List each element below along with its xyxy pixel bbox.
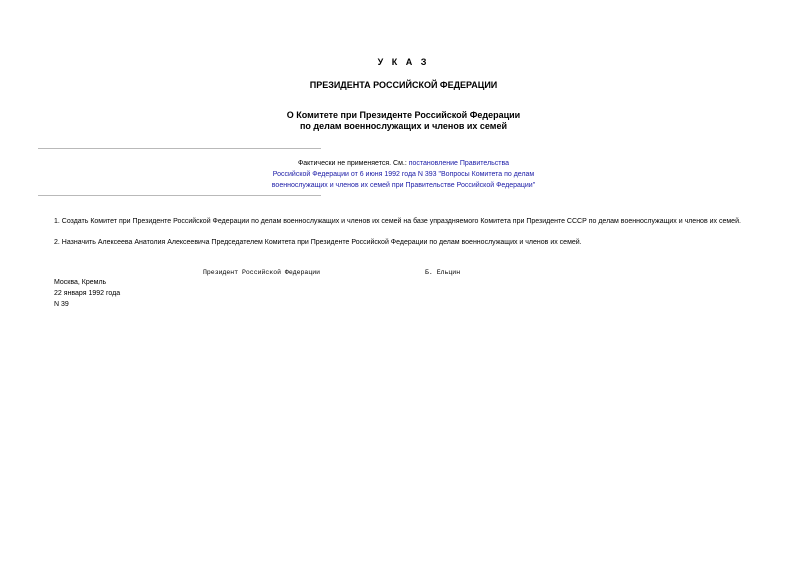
footer-place: Москва, Кремль	[54, 279, 107, 286]
status-note	[230, 158, 577, 191]
subject-line-1: О Комитете при Президенте Российской Федерации	[286, 110, 521, 120]
signature-name: Б. Ельцин	[425, 269, 461, 276]
paragraph-2: 2. Назначить Алексеева Анатолия Алексеевича Председателем Комитета при Президенте Российской Федерации по делам военнослужащих и членов их семей.	[54, 239, 582, 246]
note-line-1	[230, 158, 577, 169]
document-heading: У К А З	[377, 57, 430, 67]
document-issuer: ПРЕЗИДЕНТА РОССИЙСКОЙ ФЕДЕРАЦИИ	[309, 80, 498, 90]
note-line-3	[230, 180, 577, 191]
document-subject	[0, 110, 807, 132]
footer-date: 22 января 1992 года	[54, 290, 121, 297]
note-link-part-3[interactable]: военнослужащих и членов их семей при Правительстве Российской Федерации"	[271, 182, 536, 189]
footer-number: N 39	[54, 301, 69, 308]
note-line-2	[230, 169, 577, 180]
note-prefix: Фактически не применяется. См.:	[297, 160, 409, 167]
subject-line-2: по делам военнослужащих и членов их семей	[299, 121, 507, 131]
note-link-part-1[interactable]: постановление Правительства	[408, 160, 510, 167]
paragraph-1: 1. Создать Комитет при Президенте Российской Федерации по делам военнослужащих и членов их семей на базе упраздняемого Комитета при Президенте СССР по делам военнослужащих и членов их семей.	[54, 218, 741, 225]
signature-title: Президент Российской Федерации	[203, 269, 321, 276]
divider-bottom	[38, 195, 321, 196]
note-link-part-2[interactable]: Российской Федерации от 6 июня 1992 года N 393 "Вопросы Комитета по делам	[272, 171, 535, 178]
divider-top	[38, 148, 321, 149]
